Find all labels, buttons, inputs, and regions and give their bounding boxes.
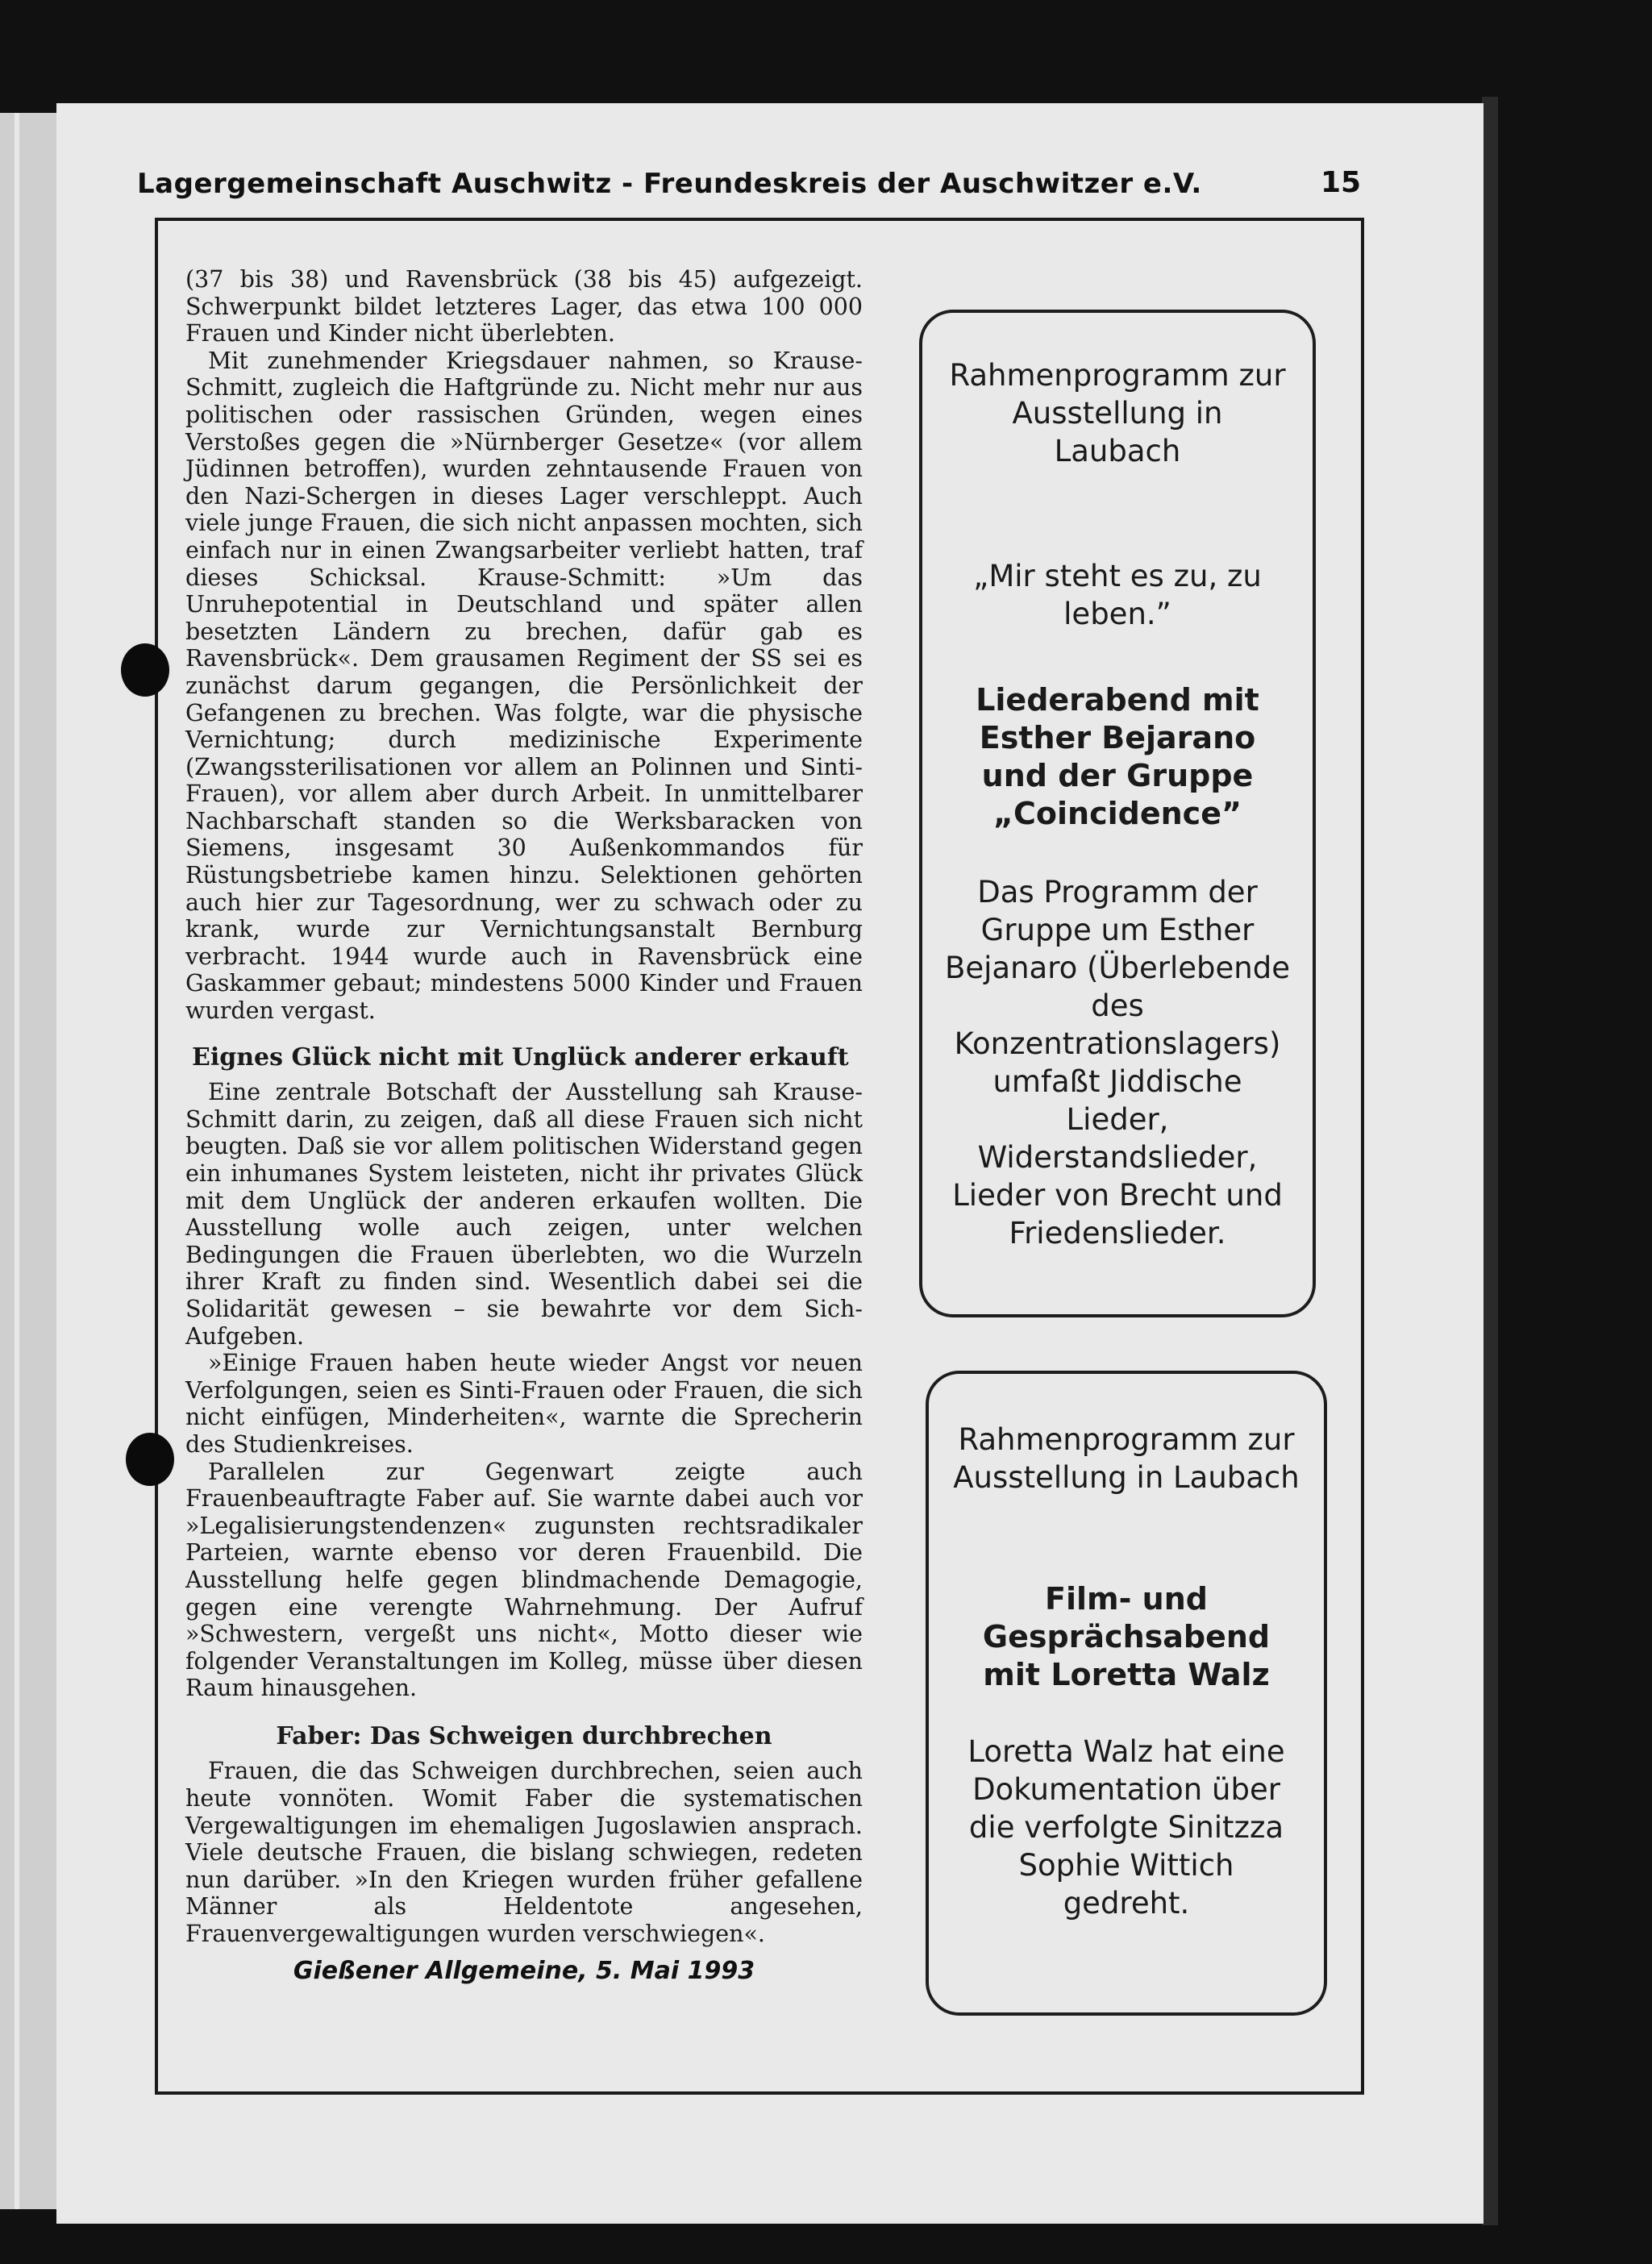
event-box-filmabend: [926, 1371, 1327, 2016]
article-subheading: Faber: Das Schweigen durchbrechen: [276, 1721, 772, 1750]
adjacent-page-line: [15, 113, 19, 2209]
page-header: Lagergemeinschaft Auschwitz - Freundeskreis der Auschwitzer e.V.: [137, 168, 1202, 200]
article-source: Gießener Allgemeine, 5. Mai 1993: [293, 1956, 755, 1985]
article-paragraph: (37 bis 38) und Ravensbrück (38 bis 45) aufgezeigt. Schwerpunkt bildet letzteres Lager, das etwa 100 000 Frauen und Kinder nicht überlebten.: [185, 266, 863, 348]
article-paragraph: »Einige Frauen haben heute wieder Angst vor neuen Verfolgungen, seien es Sinti-Frauen oder Frauen, die sich nicht einfügen, Minderheiten«, warnte die Sprecherin des Studienkreises.: [185, 1350, 863, 1458]
page-number: 15: [1321, 166, 1362, 199]
box-event: Film- und Gesprächsabend mit Loretta Walz: [982, 1581, 1271, 1692]
punch-hole: [121, 643, 169, 697]
box-quote: „Mir steht es zu, zu leben.”: [973, 559, 1262, 631]
adjacent-page-edge: [0, 113, 56, 2209]
article-subheading: Eignes Glück nicht mit Unglück anderer erkauft: [192, 1043, 849, 1072]
article-paragraph: Eine zentrale Botschaft der Ausstellung sah Krause-Schmitt darin, zu zeigen, daß all diese Frauen sich nicht beugten. Daß sie vor allem politischen Widerstand gegen ein inhumanes System leisteten, nicht ihr privates Glück mit dem Unglück der anderen erkaufen wollten. Die Ausstellung wolle auch zeigen, unter welchen Bedingungen die Frauen überlebten, wo die Wurzeln ihrer Kraft zu finden sind. Wesentlich dabei sei die Solidarität gewesen – sie bewahrte vor dem Sich-Aufgeben.: [185, 1079, 863, 1350]
box-title: Rahmenprogramm zur Ausstellung in Laubach: [953, 1422, 1300, 1495]
article-paragraph: Frauen, die das Schweigen durchbrechen, seien auch heute vonnöten. Womit Faber die systematischen Vergewaltigungen im ehemaligen Jugoslawien ansprach. Viele deutsche Frauen, die bislang schwiegen, redeten nun darüber. »In den Kriegen wurden früher gefallene Männer als Heldentote angesehen, Frauenvergewaltigungen wurden verschwiegen«.: [185, 1758, 863, 1948]
article-paragraph: Parallelen zur Gegenwart zeigte auch Frauenbeauftragte Faber auf. Sie warnte dabei auch vor »Legalisierungstendenzen« zugunsten rechtsradikaler Parteien, warnte ebenso vor deren Frauenbild. Die Ausstellung helfe gegen blindmachende Demagogie, gegen eine verengte Wahrnehmung. Der Aufruf »Schwestern, vergeßt uns nicht«, Motto dieser wie folgender Veranstaltungen im Kolleg, müsse über diesen Raum hinausgehen.: [185, 1458, 863, 1702]
article-paragraph: Mit zunehmender Kriegsdauer nahmen, so Krause-Schmitt, zugleich die Haftgründe zu. Nicht mehr nur aus politischen oder rassischen Gründen, wegen eines Verstoßes gegen die »Nürnberger Gesetze« (vor allem Jüdinnen betroffen), wurden zehntausende Frauen von den Nazi-Schergen in dieses Lager verschleppt. Auch viele junge Frauen, die sich nicht anpassen mochten, sich einfach nur in einen Zwangsarbeiter verliebt hatten, traf dieses Schicksal. Krause-Schmitt: »Um das Unruhepotential in Deutschland und später allen besetzten Ländern zu brechen, dafür gab es Ravensbrück«. Dem grausamen Regiment der SS sei es zunächst darum gegangen, die Persönlichkeit der Gefangenen zu brechen. Was folgte, war die physische Vernichtung; durch medizinische Experimente (Zwangssterilisationen vor allem an Polinnen und Sinti-Frauen), vor allem aber durch Arbeit. In unmittelbarer Nachbarschaft standen so die Werksbaracken von Siemens, insgesamt 30 Außenkommandos für Rüstungsbetriebe kamen hinzu. Selektionen gehörten auch hier zur Tagesordnung, wer zu schwach oder zu krank, wurde zur Vernichtungsanstalt Bernburg verbracht. 1944 wurde auch in Ravensbrück eine Gaskammer gebaut; mindestens 5000 Kinder und Frauen wurden vergast.: [185, 347, 863, 1025]
box-event: Liederabend mit Esther Bejarano und der Gruppe „Coincidence”: [976, 682, 1259, 831]
newspaper-article: [185, 266, 863, 1984]
punch-hole: [126, 1433, 174, 1486]
box-title: Rahmenprogramm zur Ausstellung in Laubach: [949, 358, 1286, 468]
box-description: Das Programm der Gruppe um Esther Bejanaro (Überlebende des Konzentrationslagers) umfaßt Jiddische Lieder, Widerstandslieder, Lieder von Brecht und Friedenslieder.: [945, 875, 1290, 1251]
page-right-edge: [1482, 97, 1498, 2225]
box-description: Loretta Walz hat eine Dokumentation über die verfolgte Sinitzza Sophie Wittich gedreht.: [967, 1734, 1285, 1921]
event-box-liederabend: [919, 310, 1316, 1317]
